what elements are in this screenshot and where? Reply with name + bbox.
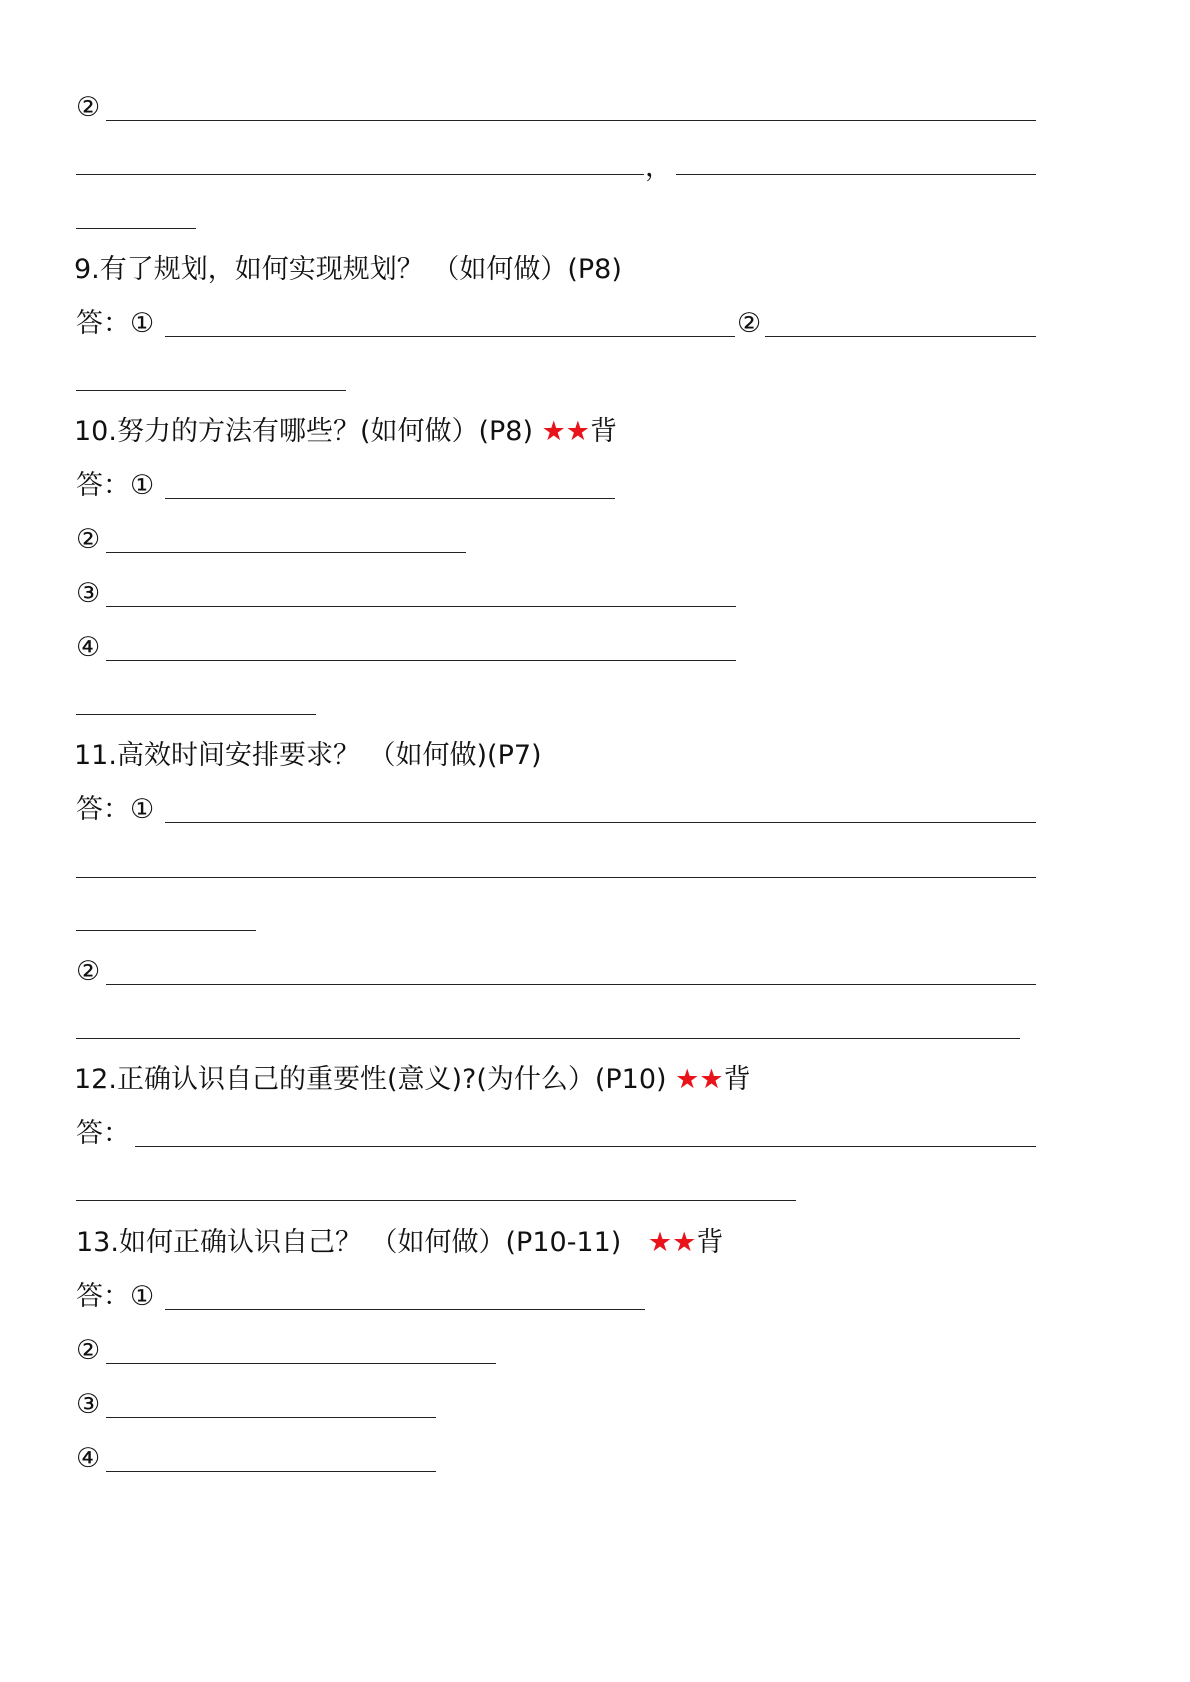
answer-blank[interactable]: [76, 877, 1036, 878]
answer-blank[interactable]: [76, 1200, 796, 1201]
answer-blank[interactable]: [765, 336, 1036, 337]
answer-blank[interactable]: [676, 174, 1036, 175]
answer-blank[interactable]: [165, 822, 1036, 823]
question-13: [76, 1227, 723, 1259]
answer-blank[interactable]: [106, 1471, 436, 1472]
answer-blank[interactable]: [106, 120, 1036, 121]
question-12: [74, 1064, 751, 1096]
star-rating: ★★: [541, 416, 591, 447]
question-10: [74, 416, 617, 448]
answer-blank[interactable]: [165, 1309, 645, 1310]
answer-blank[interactable]: [106, 1363, 496, 1364]
question-11: 11.高效时间安排要求？ （如何做)(P7): [74, 740, 542, 771]
answer-blank[interactable]: [76, 390, 346, 391]
item-number-2: ②: [737, 308, 762, 339]
answer-blank[interactable]: [76, 228, 196, 229]
question-text: 10.努力的方法有哪些？(如何做）(P8): [74, 416, 533, 447]
answer-blank[interactable]: [106, 1417, 436, 1418]
answer-label: 答：①: [76, 1281, 155, 1312]
item-number-4: ④: [76, 1443, 101, 1474]
answer-label: 答：: [76, 1118, 130, 1149]
memorize-mark: 背: [696, 1227, 724, 1258]
answer-label: 答：①: [76, 308, 155, 339]
answer-blank[interactable]: [106, 606, 736, 607]
item-number-2: ②: [76, 92, 101, 123]
item-number-2: ②: [76, 524, 101, 555]
item-number-2: ②: [76, 1335, 101, 1366]
question-9: 9.有了规划，如何实现规划？ （如何做）(P8): [74, 254, 622, 285]
item-number-4: ④: [76, 632, 101, 663]
answer-blank[interactable]: [76, 1038, 1020, 1039]
answer-blank[interactable]: [106, 552, 466, 553]
answer-label: 答：①: [76, 794, 155, 825]
answer-blank[interactable]: [76, 714, 316, 715]
item-number-3: ③: [76, 578, 101, 609]
answer-label: 答：①: [76, 470, 155, 501]
answer-blank[interactable]: [165, 498, 615, 499]
item-number-3: ③: [76, 1389, 101, 1420]
answer-blank[interactable]: [165, 336, 735, 337]
star-rating: ★★: [647, 1227, 697, 1258]
memorize-mark: 背: [723, 1064, 751, 1095]
star-rating: ★★: [675, 1064, 724, 1095]
answer-blank[interactable]: [135, 1146, 1036, 1147]
answer-blank[interactable]: [76, 174, 644, 175]
comma: ，: [645, 152, 672, 183]
answer-blank[interactable]: [76, 930, 256, 931]
question-text: 13.如何正确认识自己？ （如何做）(P10-11): [76, 1227, 622, 1258]
question-text: 12.正确认识自己的重要性(意义)?(为什么）(P10): [74, 1064, 667, 1095]
memorize-mark: 背: [590, 416, 618, 447]
answer-blank[interactable]: [106, 984, 1036, 985]
item-number-2: ②: [76, 956, 101, 987]
answer-blank[interactable]: [106, 660, 736, 661]
